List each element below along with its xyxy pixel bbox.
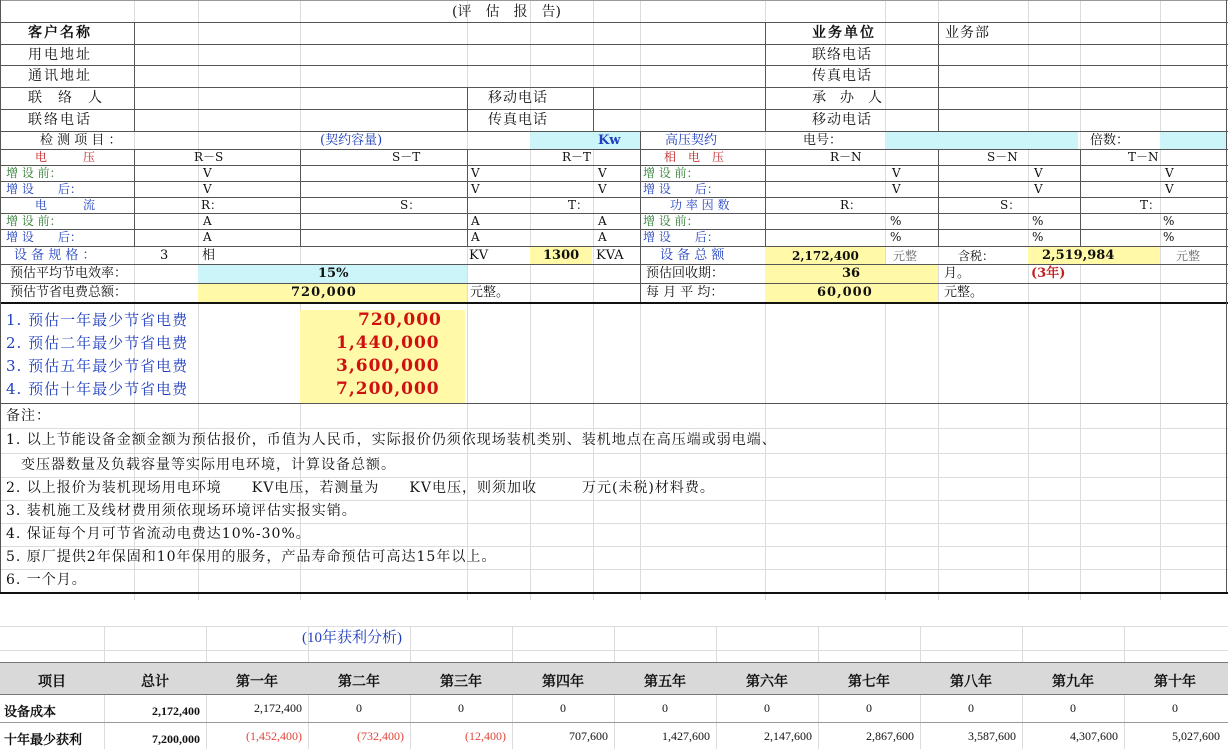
unit-pct: % (890, 230, 902, 244)
note-line: 5. 原厂提供2年保固和10年保用的服务，产品寿命预估可高达15年以上。 (6, 549, 497, 565)
saving-4-value[interactable]: 7,200,000 (336, 379, 440, 399)
unit-a: A (598, 214, 607, 228)
year-cell[interactable]: 0 (764, 701, 770, 715)
column-header: 第六年 (746, 675, 788, 690)
note-line: 3. 装机施工及线材费用须依现场环境评估实报实销。 (6, 503, 357, 519)
mobile-label-2: 移动电话 (812, 112, 872, 128)
column-header: 总计 (141, 675, 169, 690)
saving-total-label: 预估节省电费总额： (10, 285, 128, 300)
saving-3-value[interactable]: 3,600,000 (336, 356, 440, 376)
t-label: T： (568, 198, 589, 212)
unit-pct: % (1163, 230, 1175, 244)
unit-pct: % (1032, 230, 1044, 244)
total-label: 设 备 总 额 (660, 248, 725, 263)
unit-a: A (598, 230, 607, 244)
contact-label: 联 络 人 (28, 90, 103, 106)
year-cell[interactable]: 2,147,600 (764, 729, 812, 743)
payback-value[interactable]: 36 (842, 266, 861, 281)
saving-4-label: 4. 预估十年最少节省电费 (6, 380, 189, 398)
current-label: 电 流 (35, 198, 96, 212)
monthly-label: 每 月 平 均： (646, 285, 724, 300)
unit-a: A (471, 214, 480, 228)
year-cell[interactable]: 0 (1172, 701, 1178, 715)
hv-contract-label: 高压契约 (665, 133, 718, 148)
unit-a: A (203, 214, 212, 228)
column-header: 第二年 (338, 675, 380, 690)
efficiency-value[interactable]: 15% (318, 266, 349, 281)
phase-before-label: 增 设 前： (643, 166, 699, 180)
pf-before-label: 增 设 前： (643, 214, 699, 228)
note-line: 6. 一个月。 (6, 572, 87, 588)
current-before-label: 增 设 前： (6, 214, 62, 228)
phase-voltage-label: 相 电 压 (664, 150, 725, 164)
column-header: 第九年 (1052, 675, 1094, 690)
note-line: 变压器数量及负载容量等实际用电环境，计算设备总额。 (6, 457, 396, 473)
note-line: 4. 保证每个月可节省流动电费达10%-30%。 (6, 526, 311, 542)
kv-unit: KV (469, 248, 489, 263)
r-label: R： (840, 198, 862, 212)
phase-label: 相 (202, 248, 216, 263)
column-header: 项目 (38, 675, 66, 690)
pf-after-label: 增 设 后： (643, 230, 719, 244)
customer-name-label: 客户名称 (28, 25, 92, 41)
month-label: 月。 (944, 266, 971, 281)
items-label: 检 测 项 目 ： (40, 133, 122, 148)
note-line: 1. 以上节能设备金额金额为预估报价，币值为人民币，实际报价仍须依现场装机类别、装机地点在高压端或弱电端、 (6, 432, 777, 448)
unit-v: V (471, 166, 480, 180)
rt-label: R－T (562, 150, 592, 164)
saving-1-label: 1. 预估一年最少节省电费 (6, 311, 189, 329)
year-cell[interactable]: 5,027,600 (1172, 729, 1220, 743)
handler-label: 承 办 人 (812, 90, 882, 106)
voltage-after-label: 增 设 后： (6, 182, 82, 196)
yuan-label-3: 元整。 (470, 285, 510, 300)
sn-label: S－N (987, 150, 1018, 164)
rs-label: R－S (194, 150, 224, 164)
column-header: 第四年 (542, 675, 584, 690)
year-cell[interactable]: 0 (458, 701, 464, 715)
year-cell[interactable]: 707,600 (569, 729, 608, 743)
t-label: T： (1140, 198, 1161, 212)
tax-value[interactable]: 2,519,984 (1042, 248, 1115, 263)
saving-3-label: 3. 预估五年最少节省电费 (6, 357, 189, 375)
year-cell[interactable]: 0 (1070, 701, 1076, 715)
saving-2-label: 2. 预估二年最少节省电费 (6, 334, 189, 352)
unit-v: V (1165, 166, 1174, 180)
row-total[interactable]: 7,200,000 (152, 732, 200, 746)
column-header: 第八年 (950, 675, 992, 690)
payback-label: 预估回收期： (646, 266, 725, 281)
business-unit-label: 业务单位 (812, 25, 876, 41)
yuan-label: 元整 (893, 249, 918, 263)
unit-pct: % (890, 214, 902, 228)
rn-label: R－N (830, 150, 862, 164)
note-line: 2. 以上报价为装机现场用电环境 KV电压，若测量为 KV电压，则须加收 万元(未税)材料费。 (6, 480, 715, 496)
column-header: 第五年 (644, 675, 686, 690)
year-cell[interactable]: (12,400) (465, 729, 506, 743)
fax-label: 传真电话 (488, 112, 548, 128)
yuan-label-2: 元整 (1176, 249, 1201, 263)
business-unit-value[interactable]: 业务部 (945, 25, 990, 41)
current-after-label: 增 设 后： (6, 230, 82, 244)
st-label: S－T (392, 150, 421, 164)
year-cell[interactable]: (732,400) (357, 729, 404, 743)
kva-value[interactable]: 1300 (543, 248, 580, 263)
unit-v: V (471, 182, 480, 196)
unit-v: V (892, 166, 901, 180)
fax-label-2: 传真电话 (812, 68, 872, 84)
kw-unit: Kw (598, 133, 621, 148)
s-label: S： (400, 198, 421, 212)
row-label: 设备成本 (4, 704, 57, 719)
year-cell[interactable]: 2,172,400 (254, 701, 302, 715)
column-header: 第七年 (848, 675, 890, 690)
s-label: S： (1000, 198, 1021, 212)
mobile-label: 移动电话 (488, 90, 548, 106)
tax-label: 含税： (958, 249, 995, 263)
power-address-label: 用电地址 (28, 47, 92, 63)
unit-v: V (598, 182, 607, 196)
unit-v: V (892, 182, 901, 196)
year-cell[interactable]: 0 (356, 701, 362, 715)
year-cell[interactable]: 0 (560, 701, 566, 715)
contact-phone-label-2: 联络电话 (812, 47, 872, 63)
unit-v: V (1165, 182, 1174, 196)
year-cell[interactable]: 2,867,600 (866, 729, 914, 743)
voltage-label: 电 压 (35, 150, 96, 164)
spec-label: 设 备 规 格 ： (14, 248, 96, 263)
year-cell[interactable]: (1,452,400) (246, 729, 302, 743)
contact-phone-label: 联络电话 (28, 112, 92, 128)
column-header: 第十年 (1154, 675, 1196, 690)
unit-pct: % (1032, 214, 1044, 228)
efficiency-label: 预估平均节电效率： (10, 266, 128, 281)
saving-2-value[interactable]: 1,440,000 (336, 333, 440, 353)
column-header: 第一年 (236, 675, 278, 690)
monthly-value[interactable]: 60,000 (817, 285, 873, 300)
meter-no-label: 电号： (803, 133, 843, 148)
mail-address-label: 通讯地址 (28, 68, 92, 84)
row-total[interactable]: 2,172,400 (152, 704, 200, 718)
yuan-label-4: 元整。 (944, 285, 984, 300)
unit-v: V (203, 182, 212, 196)
row-label: 十年最少获利 (4, 732, 83, 747)
unit-v: V (598, 166, 607, 180)
year-cell[interactable]: 1,427,600 (662, 729, 710, 743)
unit-v: V (203, 166, 212, 180)
total-value[interactable]: 2,172,400 (792, 249, 859, 263)
year-cell[interactable]: 0 (662, 701, 668, 715)
analysis-title: (10年获利分析) (302, 630, 402, 646)
years-label: (3年) (1031, 266, 1066, 281)
saving-total-value[interactable]: 720,000 (291, 285, 357, 300)
contract-capacity-label: (契约容量) (320, 133, 383, 148)
kva-unit: KVA (596, 248, 624, 263)
power-factor-label: 功 率 因 数 (670, 198, 730, 212)
phase-after-label: 增 设 后： (643, 182, 719, 196)
phase-num[interactable]: 3 (160, 248, 169, 263)
saving-1-value[interactable]: 720,000 (358, 310, 442, 330)
tn-label: T－N (1128, 150, 1159, 164)
year-cell[interactable]: 0 (968, 701, 974, 715)
year-cell[interactable]: 4,307,600 (1070, 729, 1118, 743)
notes-heading: 备注： (6, 408, 51, 424)
unit-pct: % (1163, 214, 1175, 228)
year-cell[interactable]: 0 (866, 701, 872, 715)
unit-v: V (1034, 182, 1043, 196)
voltage-before-label: 增 设 前： (6, 166, 62, 180)
unit-a: A (203, 230, 212, 244)
r-label: R： (201, 198, 223, 212)
report-title: (评 估 报 告) (452, 4, 561, 20)
multiplier-label: 倍数： (1090, 133, 1130, 148)
year-cell[interactable]: 3,587,600 (968, 729, 1016, 743)
column-header: 第三年 (440, 675, 482, 690)
unit-a: A (471, 230, 480, 244)
unit-v: V (1034, 166, 1043, 180)
